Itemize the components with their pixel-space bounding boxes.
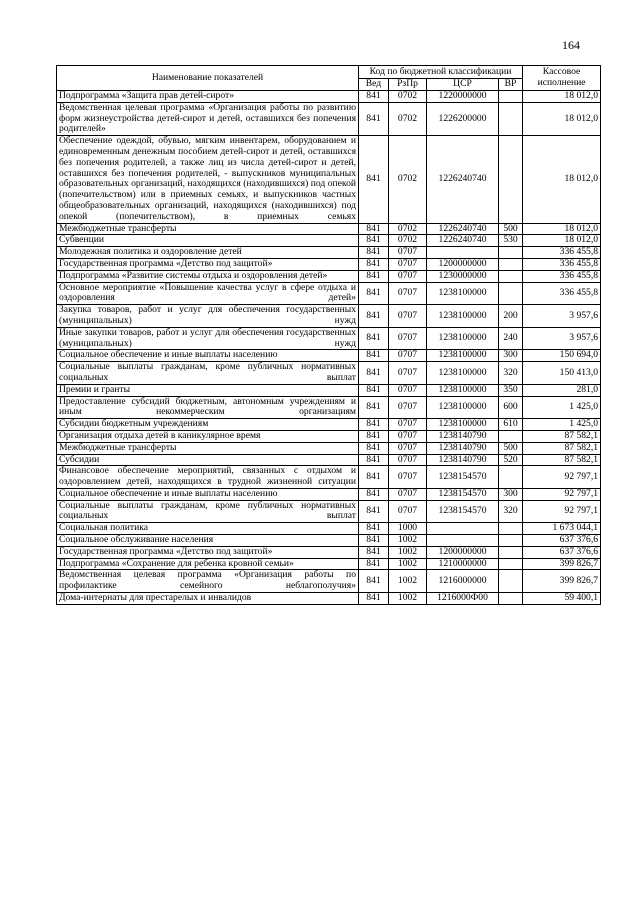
table-row bbox=[57, 362, 601, 385]
header-name: Наименование показателей bbox=[57, 66, 359, 91]
row-amount: 92 797,1 bbox=[523, 466, 601, 489]
row-name: Межбюджетные трансферты bbox=[57, 223, 359, 235]
header-code-group: Код по бюджетной классификации bbox=[359, 66, 523, 79]
row-name: Государственная программа «Детство под защитой» bbox=[57, 258, 359, 270]
row-rzpr: 0707 bbox=[389, 384, 427, 396]
row-name: Обеспечение одеждой, обувью, мягким инвентарем, оборудованием и единовременным денежным пособием детей-сирот и детей, оставшихся без попечения родителей, а также лиц из числа детей-сирот и детей, оставшихся без попечения родителей, - выпускников муниципальных образовательных организаций, находящихся (находившихся) под опекой (попечительством) или в приемных семьях, и выпускников частных общеобразовательных организаций, находящихся (находившихся) под опекой (попечительством), в приемных семьях bbox=[57, 136, 359, 223]
table-row bbox=[57, 235, 601, 247]
row-vr: 530 bbox=[499, 235, 523, 247]
row-csr: 1200000000 bbox=[427, 546, 499, 558]
row-rzpr: 0707 bbox=[389, 396, 427, 419]
row-vr bbox=[499, 270, 523, 282]
row-rzpr: 0707 bbox=[389, 500, 427, 523]
row-ved: 841 bbox=[359, 454, 389, 466]
row-vr: 500 bbox=[499, 442, 523, 454]
row-ved: 841 bbox=[359, 419, 389, 431]
row-amount: 3 957,6 bbox=[523, 305, 601, 328]
row-csr: 1238140790 bbox=[427, 454, 499, 466]
row-ved: 841 bbox=[359, 270, 389, 282]
row-ved: 841 bbox=[359, 396, 389, 419]
row-rzpr: 0707 bbox=[389, 419, 427, 431]
row-vr bbox=[499, 558, 523, 570]
header-csr: ЦСР bbox=[427, 79, 499, 91]
row-rzpr: 0707 bbox=[389, 305, 427, 328]
row-ved: 841 bbox=[359, 384, 389, 396]
row-name: Социальное обеспечение и иные выплаты населению bbox=[57, 488, 359, 500]
header-vr: ВР bbox=[499, 79, 523, 91]
row-ved: 841 bbox=[359, 488, 389, 500]
row-rzpr: 0707 bbox=[389, 247, 427, 259]
table-row bbox=[57, 442, 601, 454]
row-csr: 1238100000 bbox=[427, 419, 499, 431]
row-ved: 841 bbox=[359, 91, 389, 103]
row-name: Государственная программа «Детство под защитой» bbox=[57, 546, 359, 558]
row-ved: 841 bbox=[359, 282, 389, 305]
row-vr: 300 bbox=[499, 350, 523, 362]
row-vr bbox=[499, 282, 523, 305]
row-rzpr: 0702 bbox=[389, 235, 427, 247]
row-vr: 610 bbox=[499, 419, 523, 431]
row-vr bbox=[499, 91, 523, 103]
table-row bbox=[57, 419, 601, 431]
row-ved: 841 bbox=[359, 500, 389, 523]
row-amount: 18 012,0 bbox=[523, 91, 601, 103]
row-name: Субвенции bbox=[57, 235, 359, 247]
row-rzpr: 0707 bbox=[389, 430, 427, 442]
row-csr: 1220000000 bbox=[427, 91, 499, 103]
row-vr bbox=[499, 136, 523, 223]
row-csr: 1238100000 bbox=[427, 282, 499, 305]
table-row bbox=[57, 384, 601, 396]
row-ved: 841 bbox=[359, 442, 389, 454]
row-vr: 200 bbox=[499, 305, 523, 328]
table-row bbox=[57, 327, 601, 350]
row-vr: 320 bbox=[499, 500, 523, 523]
row-vr bbox=[499, 247, 523, 259]
table-row bbox=[57, 535, 601, 547]
header-execution: Кассовое исполнение bbox=[523, 66, 601, 91]
row-amount: 87 582,1 bbox=[523, 442, 601, 454]
row-csr: 1216000Ф00 bbox=[427, 593, 499, 605]
row-csr: 1238100000 bbox=[427, 305, 499, 328]
table-row bbox=[57, 488, 601, 500]
row-amount: 150 413,0 bbox=[523, 362, 601, 385]
row-amount: 1 425,0 bbox=[523, 419, 601, 431]
row-vr: 300 bbox=[499, 488, 523, 500]
header-rzpr: РзПр bbox=[389, 79, 427, 91]
row-name: Субсидии bbox=[57, 454, 359, 466]
row-ved: 841 bbox=[359, 535, 389, 547]
row-csr bbox=[427, 247, 499, 259]
row-rzpr: 0707 bbox=[389, 327, 427, 350]
row-csr: 1238154570 bbox=[427, 488, 499, 500]
row-amount: 18 012,0 bbox=[523, 223, 601, 235]
row-vr bbox=[499, 102, 523, 135]
row-rzpr: 0707 bbox=[389, 362, 427, 385]
row-csr: 1226200000 bbox=[427, 102, 499, 135]
row-vr: 320 bbox=[499, 362, 523, 385]
row-amount: 18 012,0 bbox=[523, 136, 601, 223]
row-rzpr: 0702 bbox=[389, 223, 427, 235]
row-csr: 1226240740 bbox=[427, 136, 499, 223]
row-ved: 841 bbox=[359, 102, 389, 135]
table-row bbox=[57, 91, 601, 103]
row-rzpr: 0707 bbox=[389, 466, 427, 489]
table-row bbox=[57, 500, 601, 523]
row-name: Предоставление субсидий бюджетным, автономным учреждениям и иным некоммерческим организациям bbox=[57, 396, 359, 419]
row-csr: 1238100000 bbox=[427, 384, 499, 396]
row-csr: 1238140790 bbox=[427, 430, 499, 442]
row-name: Субсидии бюджетным учреждениям bbox=[57, 419, 359, 431]
row-vr: 500 bbox=[499, 223, 523, 235]
row-name: Закупка товаров, работ и услуг для обеспечения государственных (муниципальных) нужд bbox=[57, 305, 359, 328]
row-vr bbox=[499, 258, 523, 270]
row-amount: 59 400,1 bbox=[523, 593, 601, 605]
row-ved: 841 bbox=[359, 466, 389, 489]
header-ved: Вед bbox=[359, 79, 389, 91]
row-amount: 336 455,8 bbox=[523, 247, 601, 259]
row-rzpr: 0707 bbox=[389, 442, 427, 454]
row-ved: 841 bbox=[359, 258, 389, 270]
row-vr: 520 bbox=[499, 454, 523, 466]
row-amount: 18 012,0 bbox=[523, 102, 601, 135]
row-name: Дома-интернаты для престарелых и инвалидов bbox=[57, 593, 359, 605]
row-amount: 18 012,0 bbox=[523, 235, 601, 247]
row-name: Социальная политика bbox=[57, 523, 359, 535]
table-row bbox=[57, 396, 601, 419]
table-row bbox=[57, 270, 601, 282]
row-rzpr: 0702 bbox=[389, 91, 427, 103]
row-amount: 150 694,0 bbox=[523, 350, 601, 362]
row-csr: 1238100000 bbox=[427, 396, 499, 419]
table-row bbox=[57, 247, 601, 259]
row-rzpr: 0702 bbox=[389, 136, 427, 223]
row-rzpr: 0707 bbox=[389, 488, 427, 500]
table-row bbox=[57, 454, 601, 466]
row-amount: 87 582,1 bbox=[523, 430, 601, 442]
table-row bbox=[57, 593, 601, 605]
table-row bbox=[57, 136, 601, 223]
row-amount: 399 826,7 bbox=[523, 558, 601, 570]
row-csr: 1238140790 bbox=[427, 442, 499, 454]
row-csr: 1238154570 bbox=[427, 466, 499, 489]
row-rzpr: 0702 bbox=[389, 102, 427, 135]
row-rzpr: 1002 bbox=[389, 558, 427, 570]
table-row bbox=[57, 258, 601, 270]
row-rzpr: 1002 bbox=[389, 593, 427, 605]
row-ved: 841 bbox=[359, 593, 389, 605]
table-row bbox=[57, 466, 601, 489]
row-vr bbox=[499, 570, 523, 593]
row-ved: 841 bbox=[359, 223, 389, 235]
row-rzpr: 0707 bbox=[389, 454, 427, 466]
row-vr: 600 bbox=[499, 396, 523, 419]
row-ved: 841 bbox=[359, 305, 389, 328]
row-csr: 1216000000 bbox=[427, 570, 499, 593]
row-amount: 1 673 044,1 bbox=[523, 523, 601, 535]
row-amount: 92 797,1 bbox=[523, 500, 601, 523]
row-ved: 841 bbox=[359, 362, 389, 385]
table-body bbox=[57, 91, 601, 605]
table-row bbox=[57, 350, 601, 362]
row-name: Премии и гранты bbox=[57, 384, 359, 396]
budget-table bbox=[56, 65, 601, 605]
row-ved: 841 bbox=[359, 136, 389, 223]
row-vr bbox=[499, 430, 523, 442]
row-name: Подпрограмма «Развитие системы отдыха и оздоровления детей» bbox=[57, 270, 359, 282]
row-vr: 350 bbox=[499, 384, 523, 396]
row-ved: 841 bbox=[359, 235, 389, 247]
row-amount: 87 582,1 bbox=[523, 454, 601, 466]
row-rzpr: 0707 bbox=[389, 282, 427, 305]
row-vr bbox=[499, 593, 523, 605]
row-rzpr: 1000 bbox=[389, 523, 427, 535]
row-name: Подпрограмма «Защита прав детей-сирот» bbox=[57, 91, 359, 103]
row-vr bbox=[499, 546, 523, 558]
table-row bbox=[57, 282, 601, 305]
row-amount: 336 455,8 bbox=[523, 270, 601, 282]
row-csr: 1238100000 bbox=[427, 362, 499, 385]
row-csr bbox=[427, 535, 499, 547]
row-amount: 3 957,6 bbox=[523, 327, 601, 350]
row-csr: 1200000000 bbox=[427, 258, 499, 270]
table-row bbox=[57, 570, 601, 593]
row-amount: 336 455,8 bbox=[523, 282, 601, 305]
row-rzpr: 1002 bbox=[389, 546, 427, 558]
row-csr: 1238100000 bbox=[427, 350, 499, 362]
row-ved: 841 bbox=[359, 523, 389, 535]
row-csr bbox=[427, 523, 499, 535]
row-vr: 240 bbox=[499, 327, 523, 350]
row-ved: 841 bbox=[359, 350, 389, 362]
table-row bbox=[57, 523, 601, 535]
table-row bbox=[57, 430, 601, 442]
row-rzpr: 1002 bbox=[389, 570, 427, 593]
table-row bbox=[57, 305, 601, 328]
row-amount: 336 455,8 bbox=[523, 258, 601, 270]
row-name: Социальное обслуживание населения bbox=[57, 535, 359, 547]
row-csr: 1226240740 bbox=[427, 223, 499, 235]
row-name: Молодежная политика и оздоровление детей bbox=[57, 247, 359, 259]
row-ved: 841 bbox=[359, 570, 389, 593]
row-amount: 399 826,7 bbox=[523, 570, 601, 593]
row-name: Социальное обеспечение и иные выплаты населению bbox=[57, 350, 359, 362]
row-amount: 92 797,1 bbox=[523, 488, 601, 500]
row-amount: 637 376,6 bbox=[523, 546, 601, 558]
row-ved: 841 bbox=[359, 546, 389, 558]
row-vr bbox=[499, 466, 523, 489]
row-name: Межбюджетные трансферты bbox=[57, 442, 359, 454]
row-name: Социальные выплаты гражданам, кроме публичных нормативных социальных выплат bbox=[57, 500, 359, 523]
row-rzpr: 0707 bbox=[389, 270, 427, 282]
table-row bbox=[57, 223, 601, 235]
row-ved: 841 bbox=[359, 558, 389, 570]
row-rzpr: 0707 bbox=[389, 350, 427, 362]
row-vr bbox=[499, 523, 523, 535]
row-vr bbox=[499, 535, 523, 547]
row-name: Основное мероприятие «Повышение качества услуг в сфере отдыха и оздоровления детей» bbox=[57, 282, 359, 305]
row-ved: 841 bbox=[359, 247, 389, 259]
row-name: Ведомственная целевая программа «Организация работы по профилактике семейного неблагополучия» bbox=[57, 570, 359, 593]
row-csr: 1238100000 bbox=[427, 327, 499, 350]
table-row bbox=[57, 102, 601, 135]
row-ved: 841 bbox=[359, 430, 389, 442]
row-amount: 1 425,0 bbox=[523, 396, 601, 419]
row-amount: 281,0 bbox=[523, 384, 601, 396]
row-name: Иные закупки товаров, работ и услуг для обеспечения государственных (муниципальных) нужд bbox=[57, 327, 359, 350]
row-name: Ведомственная целевая программа «Организация работы по развитию форм жизнеустройства детей-сирот и детей, оставшихся без попечения родителей» bbox=[57, 102, 359, 135]
table-row bbox=[57, 546, 601, 558]
table-header bbox=[57, 66, 601, 91]
row-ved: 841 bbox=[359, 327, 389, 350]
row-rzpr: 1002 bbox=[389, 535, 427, 547]
row-rzpr: 0707 bbox=[389, 258, 427, 270]
row-csr: 1226240740 bbox=[427, 235, 499, 247]
table-row bbox=[57, 558, 601, 570]
row-amount: 637 376,6 bbox=[523, 535, 601, 547]
row-csr: 1210000000 bbox=[427, 558, 499, 570]
page-number: 164 bbox=[562, 38, 580, 52]
row-csr: 1230000000 bbox=[427, 270, 499, 282]
row-name: Организация отдыха детей в каникулярное время bbox=[57, 430, 359, 442]
row-name: Социальные выплаты гражданам, кроме публичных нормативных социальных выплат bbox=[57, 362, 359, 385]
row-name: Подпрограмма «Сохранение для ребенка кровной семьи» bbox=[57, 558, 359, 570]
row-csr: 1238154570 bbox=[427, 500, 499, 523]
row-name: Финансовое обеспечение мероприятий, связанных с отдыхом и оздоровлением детей, находящихся в трудной жизненной ситуации bbox=[57, 466, 359, 489]
